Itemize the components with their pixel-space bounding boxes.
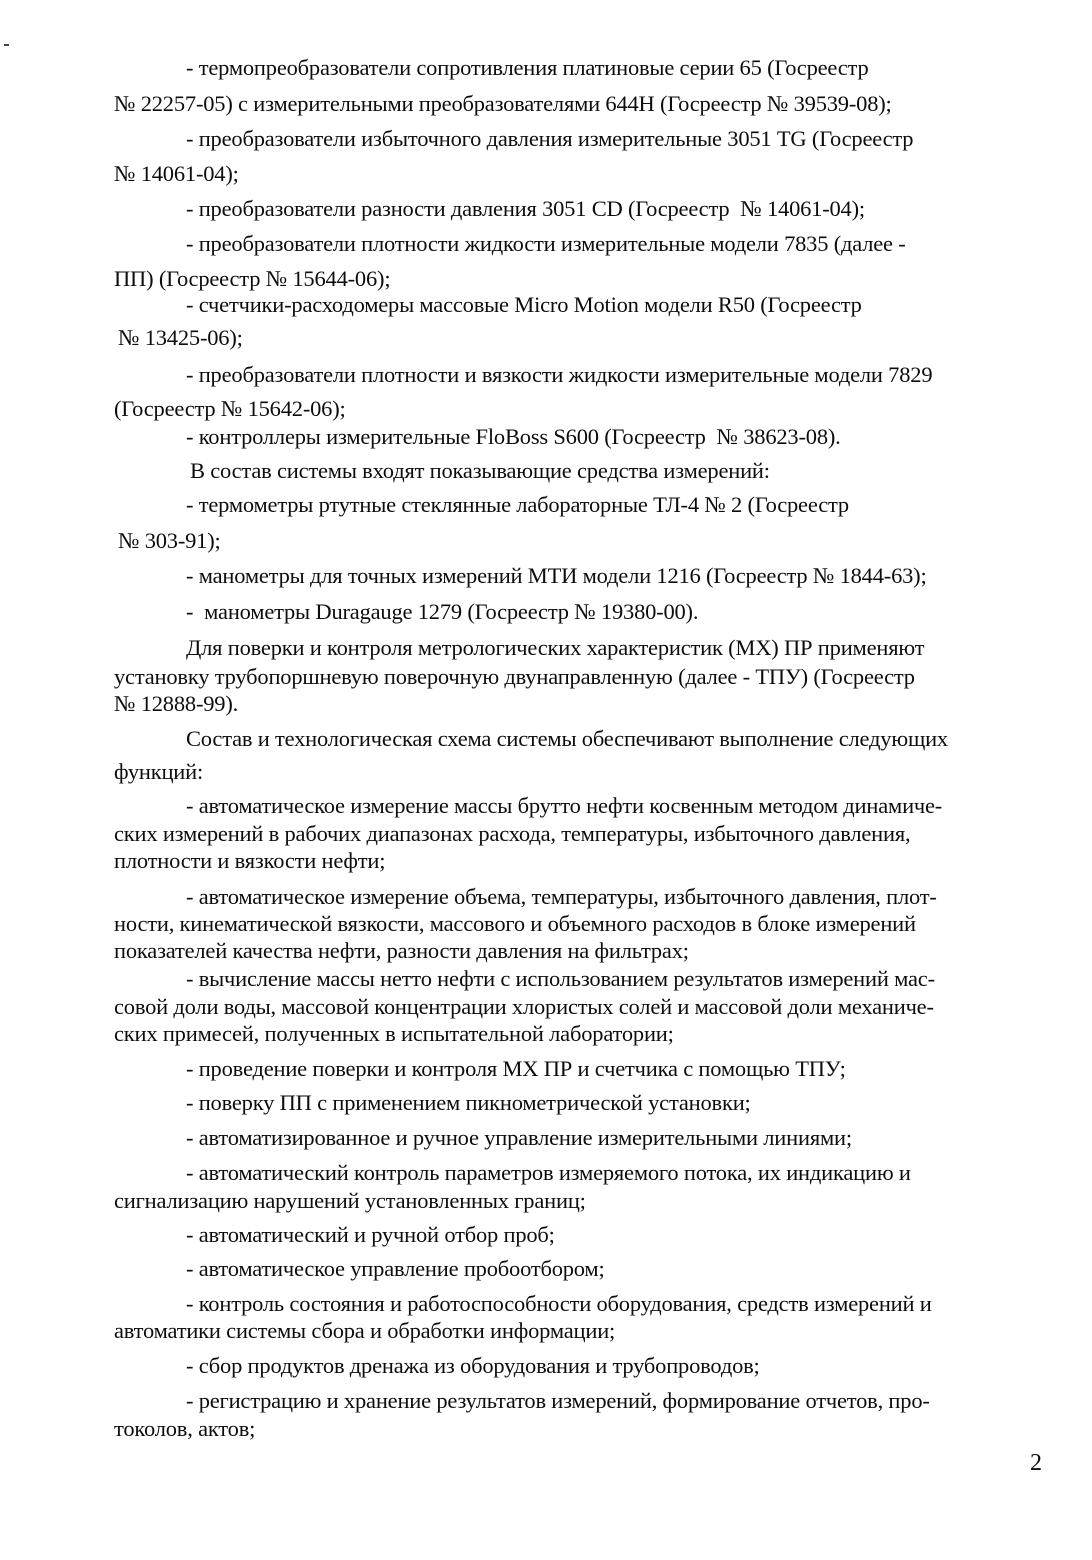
- text-line: № 12888-99).: [114, 691, 239, 716]
- text-line: (Госреестр № 15642-06);: [114, 396, 346, 421]
- text-line: сигнализацию нарушений установленных границ;: [114, 1188, 586, 1213]
- text-line: - автоматический и ручной отбор проб;: [186, 1222, 555, 1247]
- text-line: - сбор продуктов дренажа из оборудования и трубопроводов;: [186, 1353, 760, 1378]
- text-line: Состав и технологическая схема системы обеспечивают выполнение следующих: [186, 726, 948, 751]
- text-line: - вычисление массы нетто нефти с использованием результатов измерений мас-: [186, 966, 935, 991]
- text-line: - проведение поверки и контроля МХ ПР и счетчика с помощью ТПУ;: [186, 1056, 846, 1081]
- text-line: № 13425-06);: [118, 325, 243, 350]
- text-line: ности, кинематической вязкости, массового и объемного расходов в блоке измерений: [114, 911, 916, 936]
- text-line: - манометры Duragauge 1279 (Госреестр № 19380-00).: [186, 599, 699, 624]
- text-line: - счетчики-расходомеры массовые Micro Motion модели R50 (Госреестр: [186, 292, 862, 317]
- text-line: Для поверки и контроля метрологических характеристик (МХ) ПР применяют: [186, 635, 925, 660]
- text-line: - преобразователи избыточного давления измерительные 3051 TG (Госреестр: [186, 126, 914, 151]
- text-line: ских примесей, полученных в испытательной лаборатории;: [114, 1021, 674, 1046]
- text-line: автоматики системы сбора и обработки информации;: [114, 1318, 616, 1343]
- text-line: совой доли воды, массовой концентрации хлористых солей и массовой доли механиче-: [114, 994, 934, 1019]
- text-line: токолов, актов;: [114, 1416, 256, 1441]
- text-line: - контроль состояния и работоспособности оборудования, средств измерений и: [186, 1291, 932, 1316]
- text-line: - термопреобразователи сопротивления платиновые серии 65 (Госреестр: [186, 55, 869, 80]
- text-line: плотности и вязкости нефти;: [114, 848, 386, 873]
- text-line: - манометры для точных измерений МТИ модели 1216 (Госреестр № 1844-63);: [186, 563, 927, 588]
- text-line: ПП) (Госреестр № 15644-06);: [114, 266, 391, 291]
- text-line: ских измерений в рабочих диапазонах расхода, температуры, избыточного давления,: [114, 821, 911, 846]
- text-line: - поверку ПП с применением пикнометрической установки;: [186, 1090, 751, 1115]
- text-line: - преобразователи разности давления 3051 CD (Госреестр № 14061-04);: [186, 196, 865, 221]
- text-line: установку трубопоршневую поверочную двунаправленную (далее - ТПУ) (Госреестр: [114, 664, 915, 689]
- text-line: В состав системы входят показывающие средства измерений:: [190, 458, 770, 483]
- text-line: функций:: [114, 759, 204, 784]
- text-line: № 14061-04);: [114, 161, 239, 186]
- text-line: - автоматическое управление пробоотбором;: [186, 1256, 605, 1281]
- text-line: - автоматическое измерение объема, температуры, избыточного давления, плот-: [186, 884, 937, 909]
- page-number: 2: [1030, 1450, 1042, 1476]
- text-line: № 22257-05) с измерительными преобразователями 644Н (Госреестр № 39539-08);: [114, 91, 892, 116]
- text-line: - автоматическое измерение массы брутто нефти косвенным методом динамиче-: [186, 793, 943, 818]
- text-line: - автоматический контроль параметров измеряемого потока, их индикацию и: [186, 1160, 911, 1185]
- text-line: № 303-91);: [118, 528, 221, 553]
- text-line: - регистрацию и хранение результатов измерений, формирование отчетов, про-: [186, 1388, 930, 1413]
- text-line: - термометры ртутные стеклянные лабораторные ТЛ-4 № 2 (Госреестр: [186, 492, 849, 517]
- text-line: - преобразователи плотности жидкости измерительные модели 7835 (далее -: [186, 231, 906, 256]
- text-line: показателей качества нефти, разности давления на фильтрах;: [114, 938, 689, 963]
- text-line: - контроллеры измерительные FloBoss S600 (Госреестр № 38623-08).: [186, 424, 841, 449]
- text-line: - преобразователи плотности и вязкости жидкости измерительные модели 7829: [186, 362, 933, 387]
- scan-artifact-mark: [4, 44, 9, 46]
- text-line: - автоматизированное и ручное управление измерительными линиями;: [186, 1125, 852, 1150]
